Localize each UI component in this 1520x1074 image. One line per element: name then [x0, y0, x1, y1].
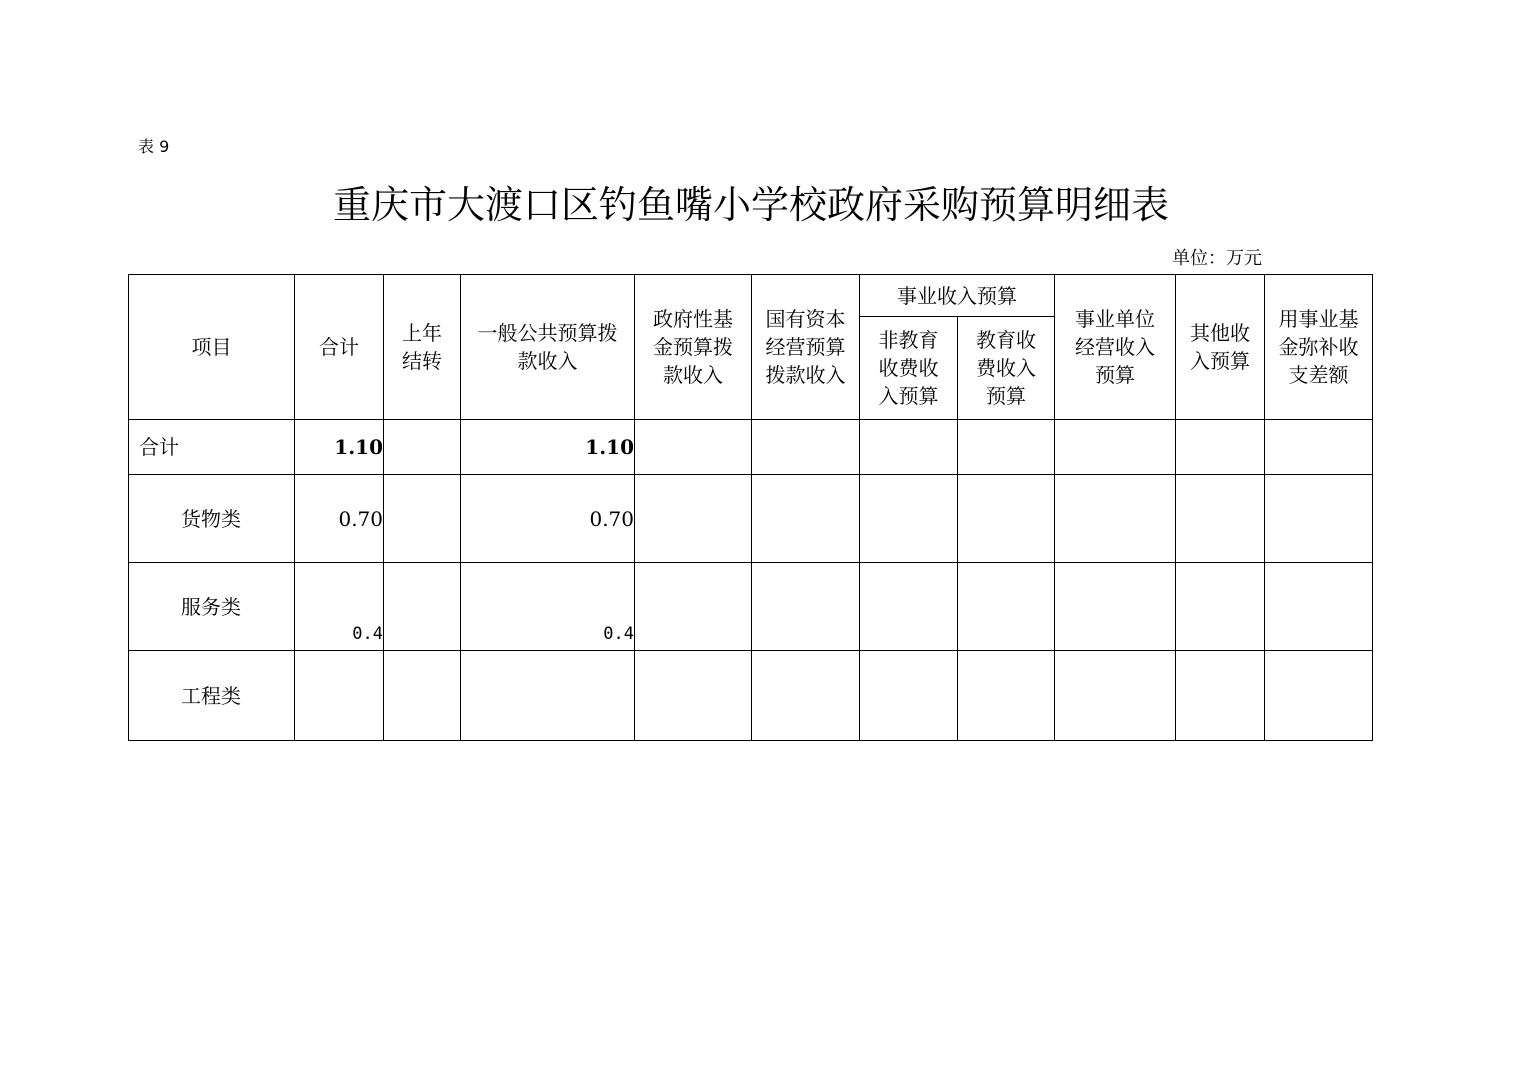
- procurement-budget-table: [128, 274, 1373, 741]
- row-gov-fund-value: [635, 420, 752, 475]
- header-carryover-line: 上年: [402, 321, 442, 345]
- row-other-income-value: [1176, 475, 1265, 563]
- row-total-value: 0.4: [295, 563, 384, 651]
- row-other-income-value: [1176, 420, 1265, 475]
- row-carryover-value: [384, 475, 461, 563]
- header-general-budget-line: 款收入: [517, 349, 578, 373]
- header-other-income-line: 其他收: [1190, 321, 1250, 345]
- table-row-services: [129, 563, 1373, 651]
- header-state-capital-line: 经营预算: [765, 335, 846, 359]
- row-other-income-value: [1176, 563, 1265, 651]
- row-non-edu-fee-value: [860, 651, 958, 741]
- header-gov-fund-line: 政府性基: [653, 307, 733, 331]
- row-state-capital-value: [752, 563, 860, 651]
- header-gov-fund-line: 款收入: [663, 363, 723, 387]
- row-state-capital-value: [752, 420, 860, 475]
- row-state-capital-value: [752, 651, 860, 741]
- row-carryover-value: [384, 420, 461, 475]
- row-total-value: 1.10: [295, 420, 384, 475]
- header-carryover: [384, 275, 461, 420]
- table-row-total: [129, 420, 1373, 475]
- row-state-capital-value: [752, 475, 860, 563]
- row-gov-fund-value: [635, 651, 752, 741]
- row-total-value: 0.70: [295, 475, 384, 563]
- row-non-edu-fee-value: [860, 563, 958, 651]
- row-edu-fee-value: [958, 651, 1055, 741]
- header-edu-fee-line: 预算: [986, 384, 1026, 408]
- header-other-income-line: 入预算: [1190, 349, 1250, 373]
- row-gov-fund-value: [635, 563, 752, 651]
- row-non-edu-fee-value: [860, 475, 958, 563]
- header-career-income: 事业收入预算: [860, 275, 1055, 317]
- header-non-edu-fee-line: 非教育: [878, 328, 939, 352]
- header-other-income: [1176, 275, 1265, 420]
- header-fund-makeup-line: 支差额: [1288, 363, 1349, 387]
- header-general-budget-line: 一般公共预算拨: [477, 321, 618, 345]
- header-non-edu-fee: [860, 317, 958, 420]
- row-edu-fee-value: [958, 563, 1055, 651]
- header-item: 项目: [129, 275, 295, 420]
- header-carryover-line: 结转: [402, 349, 442, 373]
- row-fund-makeup-value: [1265, 563, 1373, 651]
- row-non-edu-fee-value: [860, 420, 958, 475]
- header-state-capital-line: 拨款收入: [765, 363, 846, 387]
- header-total: 合计: [295, 275, 384, 420]
- row-general-budget-value: 0.70: [461, 475, 635, 563]
- row-fund-makeup-value: [1265, 651, 1373, 741]
- header-non-edu-fee-line: 收费收: [878, 356, 939, 380]
- header-fund-makeup: [1265, 275, 1373, 420]
- header-business-income-line: 经营收入: [1075, 335, 1155, 359]
- row-gov-fund-value: [635, 475, 752, 563]
- row-carryover-value: [384, 563, 461, 651]
- header-edu-fee: [958, 317, 1055, 420]
- row-edu-fee-value: [958, 420, 1055, 475]
- row-item-label: 服务类: [129, 563, 295, 651]
- unit-label: 单位：万元: [1172, 248, 1262, 269]
- row-carryover-value: [384, 651, 461, 741]
- row-item-label: 合计: [129, 420, 295, 475]
- row-business-income-value: [1055, 475, 1176, 563]
- row-total-value: [295, 651, 384, 741]
- header-general-budget: [461, 275, 635, 420]
- header-fund-makeup-line: 金弥补收: [1278, 335, 1359, 359]
- header-state-capital-line: 国有资本: [765, 307, 846, 331]
- row-general-budget-value: 0.4: [461, 563, 635, 651]
- header-fund-makeup-line: 用事业基: [1278, 307, 1359, 331]
- row-edu-fee-value: [958, 475, 1055, 563]
- row-item-label: 工程类: [129, 651, 295, 741]
- header-state-capital: [752, 275, 860, 420]
- row-general-budget-value: 1.10: [461, 420, 635, 475]
- row-other-income-value: [1176, 651, 1265, 741]
- row-item-label: 货物类: [129, 475, 295, 563]
- row-business-income-value: [1055, 563, 1176, 651]
- table-row-goods: [129, 475, 1373, 563]
- header-gov-fund-line: 金预算拨: [653, 335, 733, 359]
- row-fund-makeup-value: [1265, 420, 1373, 475]
- row-general-budget-value: [461, 651, 635, 741]
- row-fund-makeup-value: [1265, 475, 1373, 563]
- header-business-income: [1055, 275, 1176, 420]
- page-title: 重庆市大渡口区钓鱼嘴小学校政府采购预算明细表: [332, 183, 1169, 227]
- row-business-income-value: [1055, 420, 1176, 475]
- header-business-income-line: 预算: [1095, 363, 1135, 387]
- header-edu-fee-line: 教育收: [976, 328, 1036, 352]
- header-gov-fund: [635, 275, 752, 420]
- header-edu-fee-line: 费收入: [976, 356, 1036, 380]
- header-non-edu-fee-line: 入预算: [878, 384, 939, 408]
- table-number: 表 9: [138, 137, 170, 156]
- row-business-income-value: [1055, 651, 1176, 741]
- header-business-income-line: 事业单位: [1075, 307, 1155, 331]
- table-row-engineering: [129, 651, 1373, 741]
